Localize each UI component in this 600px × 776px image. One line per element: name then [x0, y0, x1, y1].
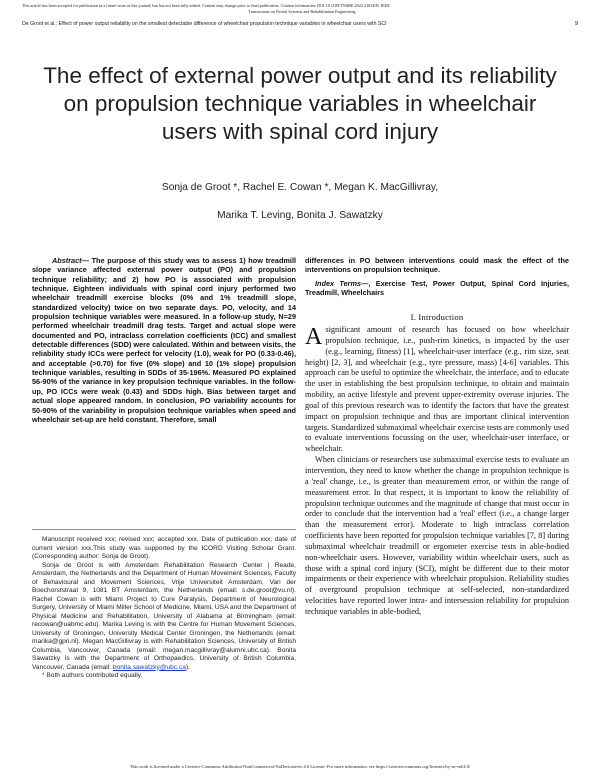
- footnotes: [32, 536, 296, 681]
- abstract-continued: differences in PO between interventions could mask the effect of the interventions on propulsion technique.: [305, 256, 569, 275]
- drop-cap: A: [305, 324, 323, 350]
- license-footer: This work is licensed under a Creative Commons Attribution-NonCommercial-NoDerivatives 4.0 License. For more information, see https://creativecommons.org/licenses/by-nc-nd/4.0/: [129, 764, 471, 769]
- footnote-affiliations: Sonja de Groot is with Amsterdam Rehabilitation Research Center | Reade, Amsterdam, the Netherlands and the Department of Human Movement Sciences, Faculty of Behavioural and Movement Sciences, Vrije Universiteit Amsterdam, Van der Boechorststraat 9, 1081 BT Amsterdam, the Netherlands (email: s.de.groot@vu.nl). Rachel Cowan is with Miami Project to Cure Paralysis, Department of Neurological Surgery, University of Miami Miller School of Medicine, Miami, USA and the Department of Physical Medicine and Rehabilitation, University of Alabama at Birmingham (email: recowan@uabmc.edu). Marika Leving is with the Centre for Human Movement Sciences, University of Groningen, University Medical Center Groningen, the Netherlands (email: marika@gpri.nl). Megan MacGillivray is with Rehabilitation Sciences, University of British Columbia, Vancouver, Canada (email: megan.macgillivray@alumni.ubc.ca). Bonita Sawatzky is with the Department of Orthopaedics, University of British Columbia, Vancouver, Canada (email:: [32, 561, 296, 671]
- intro-paragraph-2: When clinicians or researchers use submaximal exercise tests to evaluate an intervention, they need to know whether the change in propulsion technique is a 'real' change, i.e., is greater than measurement error, or within the range of measurement error. In that respect, it is important to know the reliability of propulsion technique outcomes and the magnitude of change that must occur in order to conclude that the intervention had a 'real' effect (i.e., a change larger than the measurement error). Moderate to high intraclass correlation coefficients have been reported for propulsion technique variables [7, 8] during submaximal wheelchair treadmill or ergometer exercise tests in able-bodied non-wheelchair users. However, variability within wheelchair users, such as those with a spinal cord injury (SCI), might be different due to their motor impairments or their experience with wheelchair propulsion. Reliability studies of overground propulsion technique at self-selected, non-standardized velocities have reported lower intra- and intersession reliability for propulsion technique variables in able-bodied,: [305, 455, 569, 616]
- index-terms-text: —, Exercise Test, Power Output, Spinal Cord Injuries, Treadmill, Wheelchairs: [305, 278, 569, 298]
- notice-line-2: Transactions on Neural Systems and Rehabilitation Engineering: [248, 9, 356, 14]
- abstract-continued-and-index-terms: [305, 256, 569, 301]
- abstract-text: — The purpose of this study was to assess 1) how treadmill slope variance affected external power output (PO) and propulsion technique reliability; and 2) how PO is associated with propulsion technique. Eighteen individuals with spinal cord injury performed two wheelchair treadmill exercise blocks (0% and 1% treadmill slope, standardized velocity) twice on two separate days. PO, velocity, and 14 propulsion technique variables were measured. In a follow-up study, N=29 performed wheelchair treadmill drag tests. Target and actual slope were documented and PO, intraclass correlation coefficients (ICC) and smallest detectable differences (SDD) were calculated. Within and between visits, the reliability study ICCs were perfect for velocity (1.0), weak for PO (0.33-0.46), and acceptable (>0.70) for five (0% slope) and 10 (1% slope) propulsion technique variables, resulting in SDDs of 35-196%. Measured PO explained 56-90% of the variance in key propulsion technique variables. In the follow-up, PO ICCs were weak (0.43) and SDDs high. Bias between target and actual slope appeared random. In conclusion, PO variability accounts for 50-90% of the variability in propulsion technique variables when speed and wheelchair set-up are held constant. Therefore, small: [32, 256, 296, 424]
- page-number: 9: [574, 21, 578, 27]
- authors-line-2: Marika T. Leving, Bonita J. Sawatzky: [217, 210, 383, 221]
- footnote-affiliations-end: ).: [185, 663, 190, 671]
- running-head: De Groot et al.: Effect of power output reliability on the smallest detectable difference of wheelchair propulsion technique variables in wheelchair users with SCI: [22, 21, 387, 27]
- footnote-divider: [32, 529, 296, 530]
- introduction-body: [305, 325, 569, 618]
- index-terms-lead: Index Terms: [315, 278, 362, 288]
- paper-title: The effect of external power output and its reliability on propulsion technique variables in wheelchair users with spinal cord injury: [43, 63, 557, 144]
- footnote-equal-contribution: * Both authors contributed equally.: [42, 672, 143, 679]
- intro-paragraph-1: significant amount of research has focused on how wheelchair propulsion technique, i.e., push-rim kinetics, is impacted by the user (e.g., learning, fitness) [1], wheelchair-user interface (e.g., rim size, seat height) [2, 3], and wheelchair (e.g., tyre pressure, mass) [4-6] variables. This approach can be useful to optimize the wheelchair, the interface, and to educate the user in establishing the best propulsion technique, to obtain and maintain mobility, an active lifestyle and prevent upper-extremity overuse injuries. The goal of this previous research was to identify the factors that have the greatest impact on propulsion technique and thus are important clinical intervention targets. Standardized submaximal wheelchair exercise tests are commonly used to evaluate interventions focussing on the user, wheelchair-user interface, or wheelchair.: [305, 325, 569, 454]
- abstract: [32, 256, 296, 424]
- section-heading-introduction: I. Introduction: [410, 312, 464, 322]
- email-link[interactable]: bonita.sawatzky@ubc.ca: [112, 663, 186, 671]
- notice-line-1: This article has been accepted for publication in a future issue of this journal, but has not been fully edited. Content may change prior to final publication. Citation information: DOI 10.1109/TNSRE.2022.3165409, IEEE: [22, 3, 390, 8]
- abstract-lead: Abstract: [52, 256, 82, 265]
- authors-line-1: Sonja de Groot *, Rachel E. Cowan *, Megan K. MacGillivray,: [161, 182, 439, 193]
- footnote-manuscript: Manuscript received xxx; revised xxx; accepted xxx. Date of publication xxx; date of current version xxx.This study was supported by the ICORD Visiting Scholar Grant. (Corresponding author: Sonja de Groot).: [32, 536, 296, 560]
